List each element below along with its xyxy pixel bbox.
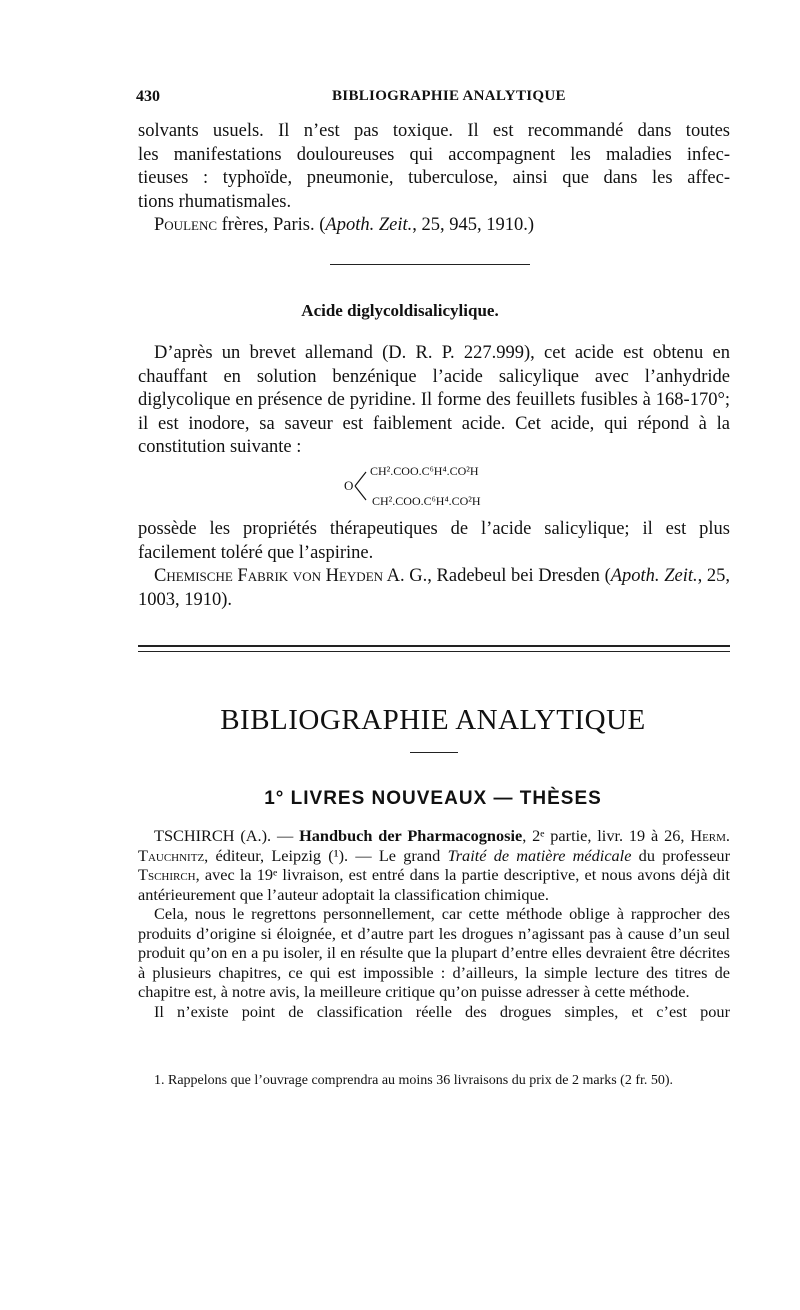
entry-text: , avec la 19ᵉ livraison, est entré dans la partie descriptive, et nous avons déjà dit antérieurement que l’auteur adoptait la classification chimique.	[138, 865, 730, 904]
footnote	[138, 1072, 730, 1089]
journal-name: Apoth. Zeit.	[610, 566, 698, 586]
double-rule-top	[138, 645, 730, 647]
compound-title: Acide diglycoldisalicylique.	[301, 301, 499, 320]
title-underline	[410, 752, 458, 753]
entry-text: du professeur	[631, 845, 730, 865]
page-number: 430	[136, 88, 160, 105]
continuation-paragraph	[138, 120, 730, 238]
formula-top-branch: CH².COO.C⁶H⁴.CO²H	[370, 464, 479, 478]
entry-critique: Cela, nous le regrettons personnellement, car cette méthode oblige à rapprocher des produits d’origine si éloignée, et d’autre part les drogues n’agissant pas à cause d’un seul produit qu’on en a pu isoler, il en résulte que la plupart d’entre elles devraient être décrites à plusieurs chapitres, ce qui est impossible : d’ailleurs, la simple lecture des titres de chapitre est, à notre avis, la meilleure critique qu’on puisse adresser à cette méthode.	[138, 904, 730, 1001]
reference-line	[138, 565, 730, 612]
properties-text: possède les propriétés thérapeutiques de l’acide salicylique; il est plus facilement toléré que l’aspirine.	[138, 519, 730, 563]
bibliography-title: BIBLIOGRAPHIE ANALYTIQUE	[220, 704, 646, 736]
entry-professor: Tschirch	[138, 865, 196, 884]
chemical-formula	[344, 462, 584, 510]
manufacturer-name: Poulenc	[154, 215, 218, 235]
section-divider	[330, 264, 530, 265]
reference-line	[138, 214, 730, 238]
reference-numbers: , 25, 1003, 1910).	[138, 566, 731, 610]
reference-text: frères, Paris. (	[217, 215, 326, 235]
text-line: les manifestations douloureuses qui accompagnent les maladies infec-	[138, 144, 730, 165]
entry-publisher: Herm. Tauchnitz	[138, 826, 730, 865]
entry-paragraph	[138, 826, 730, 904]
reference-numbers: , 25, 945, 1910.)	[412, 215, 535, 235]
entry-text: , éditeur, Leipzig (¹). — Le grand	[204, 845, 448, 865]
text-line: tions rhumatismales.	[138, 191, 292, 212]
compound-paragraph	[138, 342, 730, 460]
formula-bottom-branch: CH².COO.C⁶H⁴.CO²H	[372, 494, 481, 508]
formula-oxygen: O	[344, 478, 354, 493]
text-line: tieuses : typhoïde, pneumonie, tuberculose, ainsi que dans les affec-	[138, 168, 730, 188]
compound-properties	[138, 518, 730, 612]
text-line: solvants usuels. Il n’est pas toxique. Il est recommandé dans toutes	[138, 121, 730, 141]
entry-title: Handbuch der Pharmacognosie	[299, 826, 523, 845]
manufacturer-name: Chemische Fabrik von Heyden A. G.	[154, 566, 428, 586]
double-rule-bottom	[138, 651, 730, 652]
compound-description: D’après un brevet allemand (D. R. P. 227.999), cet acide est obtenu en chauffant en solution benzénique l’acide salicylique avec l’anhydride diglycolique en présence de pyridine. Il forme des feuillets fusibles à 168-170°; il est inodore, sa saveur est faiblement acide. Cet acide, qui répond à la constitution suivante :	[138, 343, 730, 457]
entry-continuation: Il n’existe point de classification réelle des drogues simples, et c’est pour	[154, 1001, 730, 1021]
running-title: BIBLIOGRAPHIE ANALYTIQUE	[332, 88, 566, 104]
journal-name: Apoth. Zeit.	[325, 215, 413, 235]
entry-text: , 2ᵉ partie, livr. 19 à 26,	[522, 826, 691, 845]
reference-text: , Radebeul bei Dresden (	[427, 566, 611, 586]
footnote-text: 1. Rappelons que l’ouvrage comprendra au moins 36 livraisons du prix de 2 marks (2 fr. 50).	[154, 1073, 674, 1088]
entry-author: TSCHIRCH (A.). —	[154, 826, 300, 845]
formula-bond-lines	[354, 466, 368, 506]
section-heading: 1° LIVRES NOUVEAUX — THÈSES	[264, 788, 602, 809]
entry-book-title: Traité de matière médicale	[447, 845, 632, 865]
bibliography-entry	[138, 826, 730, 1021]
